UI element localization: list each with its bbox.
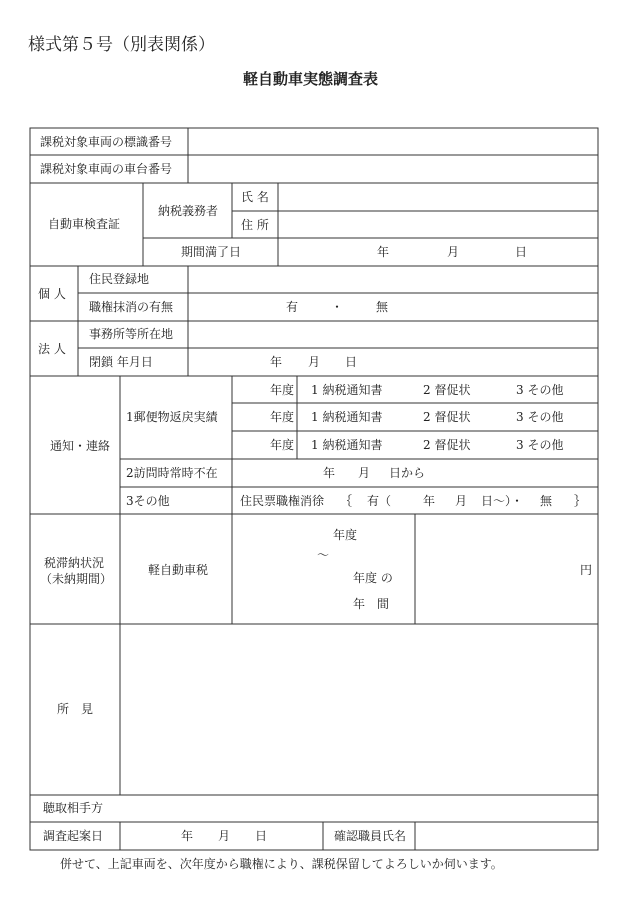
plate-number-label: 課税対象車両の標識番号 [40, 135, 173, 149]
survey-year: 年 [181, 829, 194, 843]
office-location-label: 事務所等所在地 [89, 327, 174, 341]
mail-row-3-nendo: 年度 [270, 438, 295, 452]
deletion-status-label: 職権抹消の有無 [89, 300, 174, 314]
absent-year: 年 [323, 466, 336, 480]
mail-row-1-nendo: 年度 [270, 383, 295, 397]
notice-contact-label: 通知・連絡 [50, 439, 111, 453]
other-label: 3その他 [126, 494, 170, 508]
closure-year: 年 [270, 355, 283, 369]
resident-record-deletion-label: 住民票職権消徐 [240, 494, 325, 508]
other-day: 日〜）・ [481, 494, 524, 508]
delinquency-label-line-2: （未納期間） [40, 572, 113, 586]
absent-month: 月 [358, 466, 371, 480]
unpaid-to-year: 年度 の [353, 571, 393, 585]
mail-row-2-nendo: 年度 [270, 410, 295, 424]
delinquency-label-line-1: 税滞納状況 [44, 556, 105, 570]
survey-month: 月 [218, 829, 231, 843]
confirming-officer-label: 確認職員氏名 [334, 829, 407, 843]
brace-open: ｛ [340, 494, 353, 508]
form-number-label: 様式第５号（別表関係） [28, 35, 215, 55]
absent-from: 日から [389, 466, 426, 480]
survey-date-label: 調査起案日 [43, 829, 104, 843]
other-no: 無 [540, 494, 553, 508]
mail-row-2-option-2: 2 督促状 [423, 410, 471, 424]
inspection-certificate-label: 自動車検査証 [48, 217, 121, 231]
form-border [30, 128, 598, 850]
residence-label: 住民登録地 [89, 272, 150, 286]
deletion-yes: 有 [286, 300, 299, 314]
expiry-date-label: 期間満了日 [181, 245, 242, 259]
other-year: 年 [423, 494, 436, 508]
brace-close: ｝ [574, 494, 587, 508]
mail-return-label: 1郵便物返戻実績 [126, 410, 218, 424]
other-month: 月 [455, 494, 468, 508]
mail-row-2-option-3: 3 その他 [516, 410, 564, 424]
closure-date-label: 閉鎖 年月日 [89, 355, 153, 369]
expiry-year: 年 [377, 245, 390, 259]
other-yes: 有（ [367, 494, 392, 508]
deletion-separator: ・ [331, 300, 344, 314]
mail-row-1-option-2: 2 督促状 [423, 383, 471, 397]
unpaid-from-year: 年度 [333, 528, 358, 542]
range-tilde: 〜 [317, 548, 330, 562]
survey-day: 日 [255, 829, 268, 843]
mail-row-1-option-1: 1 納税通知書 [311, 383, 383, 397]
chassis-number-label: 課税対象車両の車台番号 [40, 162, 173, 176]
absent-on-visit-label: 2訪問時常時不在 [126, 466, 218, 480]
unpaid-period-years: 年 間 [353, 597, 390, 611]
mail-row-1-option-3: 3 その他 [516, 383, 564, 397]
page-title: 軽自動車実態調査表 [243, 70, 379, 88]
corporation-label: 法 人 [38, 342, 66, 356]
expiry-month: 月 [447, 245, 460, 259]
amount-yen-unit: 円 [580, 563, 593, 577]
mail-row-3-option-1: 1 納税通知書 [311, 438, 383, 452]
expiry-day: 日 [515, 245, 528, 259]
name-label: 氏 名 [241, 190, 269, 204]
findings-label: 所 見 [57, 702, 94, 716]
deletion-no: 無 [376, 300, 389, 314]
light-vehicle-tax-label: 軽自動車税 [148, 563, 209, 577]
footer-note: 併せて、上記車両を、次年度から職権により、課税保留してよろしいか伺います。 [60, 857, 503, 871]
interviewee-label: 聴取相手方 [43, 801, 104, 815]
address-label: 住 所 [241, 218, 269, 232]
individual-label: 個 人 [38, 287, 66, 301]
closure-day: 日 [345, 355, 358, 369]
mail-row-3-option-3: 3 その他 [516, 438, 564, 452]
mail-row-2-option-1: 1 納税通知書 [311, 410, 383, 424]
closure-month: 月 [308, 355, 321, 369]
taxpayer-label: 納税義務者 [158, 204, 219, 218]
mail-row-3-option-2: 2 督促状 [423, 438, 471, 452]
